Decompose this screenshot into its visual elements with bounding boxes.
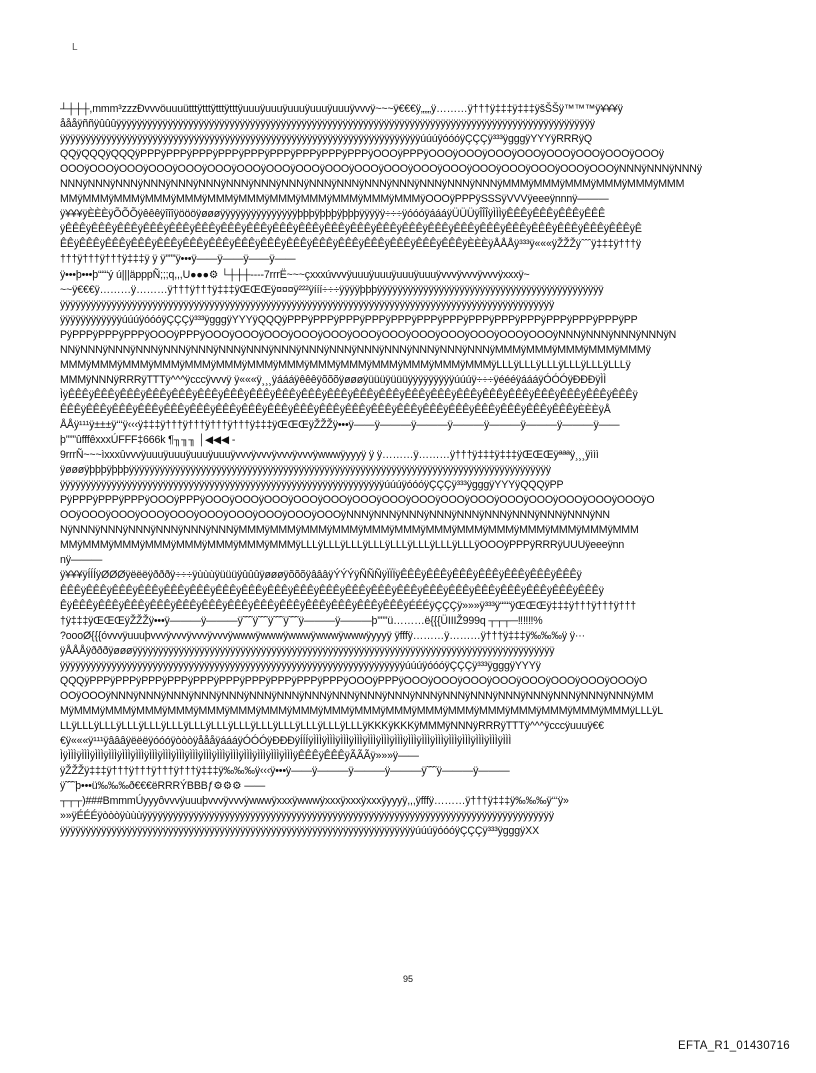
text-line: OOÿOOOÿNNNÿNNNÿNNNÿNNNÿNNNÿNNNÿNNNÿNNNÿNNNÿNNNÿNNNÿNNNÿNNNÿNNNÿNNNÿNNNÿNNNÿNNNÿNNNÿMM: [60, 689, 654, 702]
text-line: MMMÿNNNÿRRRÿTTTÿ^^^ÿcccÿvvvÿ ÿ«««ÿ¸¸¸ÿáááÿêêêÿõõõÿøøøÿüüüÿüüüÿÿÿÿÿÿÿÿÿúúúÿ÷÷÷ÿéééÿáááÿÓÓÓÿÐÐÐÿÌÌ: [60, 373, 607, 386]
text-line: OOÿOOOÿOOOÿOOOÿOOOÿOOOÿOOOÿOOOÿOOOÿOOOÿNNNÿNNNÿNNNÿNNNÿNNNÿNNNÿNNNÿNNNÿNNNÿNN: [60, 509, 610, 522]
text-line: PÿPPPÿPPPÿPPPÿOOOÿPPPÿOOOÿOOOÿOOOÿOOOÿOOOÿOOOÿOOOÿOOOÿOOOÿOOOÿOOOÿOOOÿOOOÿOOOÿOOOÿO: [60, 494, 655, 507]
text-line: ┬┬┬)###BmmmÚyyyôvvvÿuuuþvvvÿvvvÿwwwÿxxxÿwwwÿxxxÿxxxÿxxxÿyyyÿ,,,ÿfffÿ………ÿ†††ÿ‡‡‡ÿ‰‰‰ÿ‘‘‘ÿ»: [60, 795, 569, 808]
text-line: MMMÿMMMÿMMMÿMMMÿMMMÿMMMÿMMMÿMMMÿMMMÿMMMÿMMMÿMMMÿMMMÿMMMÿLLLÿLLLÿLLLÿLLLÿLLLÿLLLÿ: [60, 358, 631, 371]
text-line: ÊÊÊÿÊÊÊÿÊÊÊÿÊÊÊÿÊÊÊÿÊÊÊÿÊÊÊÿÊÊÊÿÊÊÊÿÊÊÊÿÊÊÊÿÊÊÊÿÊÊÊÿÊÊÊÿÊÊÊÿÊÊÊÿÊÊÊÿÊÊÊÿÊÊÊÿÊÊÊÿÊÊÊÿ: [60, 584, 604, 597]
text-line: nÿ———: [60, 554, 103, 567]
text-line: ┴┼┼┼,mmm³zzzÐvvvöuuuütttÿtttÿtttÿtttÿuuuÿuuuÿuuuÿuuuÿuuuÿvvvÿ~~~ÿ€€€ÿ„„„ÿ………ÿ†††ÿ‡‡‡ÿ‡‡‡ÿšŠŠÿ™™™ÿ¥¥¥ÿ: [60, 103, 623, 115]
text-line: ÿÊÊÊÿÊÊÊÿÊÊÊÿÊÊÊÿÊÊÊÿÊÊÊÿÊÊÊÿÊÊÊÿÊÊÊÿÊÊÊÿÊÊÊÿÊÊÊÿÊÊÊÿÊÊÊÿÊÊÊÿÊÊÊÿÊÊÊÿÊÊÊÿÊÊÊÿÊÊÊÿÊÊÊÿÊÊÊÿÊ: [60, 223, 642, 236]
text-line: MÿMMMÿMMMÿMMMÿMMMÿMMMÿMMMÿMMMÿMMMÿMMMÿMMMÿMMMÿMMMÿMMMÿMMMÿMMMÿMMMÿMMMÿMMMÿLLLÿL: [60, 704, 664, 717]
text-line: NÿNNNÿNNNÿNNNÿNNNÿNNNÿNNNÿMMMÿMMMÿMMMÿMMMÿMMMÿMMMÿMMMÿMMMÿMMMÿMMMÿMMMÿMMMÿMMM: [60, 524, 639, 537]
document-id: EFTA_R1_01430716: [678, 1040, 790, 1052]
text-line: QQÿQQQÿQQQÿPPPÿPPPÿPPPÿPPPÿPPPÿPPPÿPPPÿPPPÿPPPÿOOOÿPPPÿOOOÿOOOÿOOOÿOOOÿOOOÿOOOÿOOOÿOOOÿ: [60, 148, 664, 161]
text-line: åååÿññÿûûûÿÿÿÿÿÿÿÿÿÿÿÿÿÿÿÿÿÿÿÿÿÿÿÿÿÿÿÿÿÿÿÿÿÿÿÿÿÿÿÿÿÿÿÿÿÿÿÿÿÿÿÿÿÿÿÿÿÿÿÿÿÿÿÿÿÿÿÿÿÿÿÿÿÿÿÿÿÿÿÿÿÿÿÿÿÿÿÿÿÿÿÿÿ: [60, 118, 595, 131]
text-line: ÊÿÊÊÊÿÊÊÊÿÊÊÊÿÊÊÊÿÊÊÊÿÊÊÊÿÊÊÊÿÊÊÊÿÊÊÊÿÊÊÊÿÊÊÊÿÊÊÊÿÊÊÊÿÉÉÉÿÇÇÇÿ»»»ÿ³³³ÿ“““ÿŒŒŒÿ‡‡‡ÿ†††ÿ†††ÿ†††: [60, 599, 636, 612]
text-line: ~~ÿ€€€ÿ………ÿ………ÿ†††ÿ†††ÿ‡‡‡ÿŒŒŒÿ¤¤¤ÿ²²²ÿííí÷÷÷ÿÿÿÿþþþÿÿÿÿÿÿÿÿÿÿÿÿÿÿÿÿÿÿÿÿÿÿÿÿÿÿÿÿÿÿÿÿÿÿÿÿÿÿÿÿÿÿÿÿ: [60, 283, 604, 296]
text-line: ÿÿÿÿÿÿÿÿÿÿÿÿúúúÿóóóÿÇÇÇÿ³³³ÿgggÿYYYÿQQQÿPPPÿPPPÿPPPÿPPPÿPPPÿPPPÿPPPÿPPPÿPPPÿPPPÿPPPÿPPPÿPPPÿPP: [60, 313, 638, 326]
text-line: ÅÅÿ¹¹¹ÿ±±±ÿ‘‘‘ÿ‹‹‹ÿ‡‡‡ÿ†††ÿ†††ÿ†††ÿ†††ÿ‡‡‡ÿŒŒŒÿŽŽŽÿ•••ÿ——ÿ———ÿ———ÿ———ÿ———ÿ———ÿ———ÿ——: [60, 418, 620, 431]
text-line: ÌÿÌÌÌÿÌÌÌÿÌÌÌÿÌÌÌÿÌÌÌÿÌÌÌÿÌÌÌÿÌÌÌÿÌÌÌÿÌÌÌÿÌÌÌÿÌÌÌÿÌÌÌÿÌÌÌÿÌÌÌÿÌÌÌÿÌÌÌÿÊÊÊÿÊÊÊÿÃÃÃÿ»»»ÿ——: [60, 750, 419, 763]
text-line: þ”””ûfffêxxxÚFFF‡666k ¶╖╖╖ │◀◀◀ -: [60, 434, 236, 447]
text-line: ÿøøøÿþþþÿþþþÿÿÿÿÿÿÿÿÿÿÿÿÿÿÿÿÿÿÿÿÿÿÿÿÿÿÿÿÿÿÿÿÿÿÿÿÿÿÿÿÿÿÿÿÿÿÿÿÿÿÿÿÿÿÿÿÿÿÿÿÿÿÿÿÿÿÿÿÿÿÿÿÿÿÿÿÿÿÿÿÿÿ: [60, 464, 551, 477]
corner-mark: L: [72, 42, 78, 53]
text-line: ÿÿÿÿÿÿÿÿÿÿÿÿÿÿÿÿÿÿÿÿÿÿÿÿÿÿÿÿÿÿÿÿÿÿÿÿÿÿÿÿÿÿÿÿÿÿÿÿÿÿÿÿÿÿÿÿÿÿÿÿÿÿÿÿÿÿÿúúúÿóóóÿÇÇÇÿ³³³ÿgggÿYYYÿ: [60, 659, 541, 672]
text-line: PÿPPPÿPPPÿPPPÿOOOÿPPPÿOOOÿOOOÿOOOÿOOOÿOOOÿOOOÿOOOÿOOOÿOOOÿOOOÿOOOÿOOOÿNNNÿNNNÿNNNÿNNNÿN: [60, 328, 677, 341]
text-line: ÿÿÿÿÿÿÿÿÿÿÿÿÿÿÿÿÿÿÿÿÿÿÿÿÿÿÿÿÿÿÿÿÿÿÿÿÿÿÿÿÿÿÿÿÿÿÿÿÿÿÿÿÿÿÿÿÿÿÿÿÿÿÿÿÿÿÿÿÿÿúúúÿóóóÿÇÇÇÿ³³³ÿgggÿYYYÿRRRÿQ: [60, 133, 592, 146]
text-line: NNÿNNNÿNNNÿNNNÿNNNÿNNNÿNNNÿNNNÿNNNÿNNNÿNNNÿNNNÿNNNÿNNNÿNNNÿNNNÿMMMÿMMMÿMMMÿMMMÿMMMÿ: [60, 343, 651, 356]
text-line: »»ÿÉÉÉÿòòòÿùùùÿÿÿÿÿÿÿÿÿÿÿÿÿÿÿÿÿÿÿÿÿÿÿÿÿÿÿÿÿÿÿÿÿÿÿÿÿÿÿÿÿÿÿÿÿÿÿÿÿÿÿÿÿÿÿÿÿÿÿÿÿÿÿÿÿÿÿÿÿÿÿÿÿÿÿÿÿÿÿÿ: [60, 810, 554, 823]
text-line: ÊÊÊÿÊÊÊÿÊÊÊÿÊÊÊÿÊÊÊÿÊÊÊÿÊÊÊÿÊÊÊÿÊÊÊÿÊÊÊÿÊÊÊÿÊÊÊÿÊÊÊÿÊÊÊÿÊÊÊÿÊÊÊÿÊÊÊÿÊÊÊÿÊÊÊÿÊÊÊÿÈÈÈÿÅ: [60, 403, 611, 416]
page-number: 95: [402, 974, 413, 984]
text-line: 9rrrÑ~~~ìxxxûvvvÿuuuÿuuuÿuuuÿuuuÿvvvÿvvvÿvvvÿvvvÿwwwÿyyyÿ ÿ ÿ………ÿ………ÿ†††ÿ‡‡‡ÿ‡‡‡ÿŒŒŒÿªªªÿ¸¸¸ÿììì: [60, 449, 599, 462]
text-line: ÿÅÅÅÿðððÿøøøÿÿÿÿÿÿÿÿÿÿÿÿÿÿÿÿÿÿÿÿÿÿÿÿÿÿÿÿÿÿÿÿÿÿÿÿÿÿÿÿÿÿÿÿÿÿÿÿÿÿÿÿÿÿÿÿÿÿÿÿÿÿÿÿÿÿÿÿÿÿÿÿÿÿÿÿÿÿÿÿÿÿ: [60, 644, 555, 657]
text-line: MMÿMMMÿMMMÿMMMÿMMMÿMMMÿMMMÿMMMÿLLLÿLLLÿLLLÿLLLÿLLLÿLLLÿLLLÿLLLÿOOOÿPPPÿRRRÿUUUÿeeeÿnn: [60, 539, 625, 552]
text-line: QQQÿPPPÿPPPÿPPPÿPPPÿPPPÿPPPÿPPPÿPPPÿPPPÿPPPÿOOOÿPPPÿOOOÿOOOÿOOOÿOOOÿOOOÿOOOÿOOOÿOOOÿO: [60, 674, 648, 687]
garbled-body-text: [60, 102, 762, 839]
text-line: ÿ•••þ•••þ“““ý ú|||äpppÑ;;;q,,,U●●●⚙ └┼┼┼----7rrrË~~~çxxxúvvvÿuuuÿuuuÿuuuÿuuuÿvvvÿvvvÿvvvÿxxxÿ~: [60, 268, 530, 281]
text-line: MMÿMMMÿMMMÿMMMÿMMMÿMMMÿMMMÿMMMÿMMMÿMMMÿMMMÿMMMÿOOOÿPPPÿSSSÿVVVÿeeeÿnnnÿ———: [60, 193, 609, 206]
text-line: ÊÊÿÊÊÊÿÊÊÊÿÊÊÊÿÊÊÊÿÊÊÊÿÊÊÊÿÊÊÊÿÊÊÊÿÊÊÊÿÊÊÊÿÊÊÊÿÊÊÊÿÊÊÊÿÊÊÊÿÊÊÊÿÈÈÈÿÅÅÅÿ³³³ÿ«««ÿŽŽŽÿˆˆˆÿ‡‡‡ÿ†††ÿ: [60, 238, 641, 251]
text-line: ÿÿÿÿÿÿÿÿÿÿÿÿÿÿÿÿÿÿÿÿÿÿÿÿÿÿÿÿÿÿÿÿÿÿÿÿÿÿÿÿÿÿÿÿÿÿÿÿÿÿÿÿÿÿÿÿÿÿÿÿÿÿÿúúúÿóóóÿÇÇÇÿ³³³ÿgggÿYYYÿQQQÿPP: [60, 479, 564, 492]
text-line: †††ÿ†††ÿ†††ÿ‡‡‡ÿ ÿ ÿ”””ÿ•••ÿ——ÿ——ÿ——ÿ——: [60, 253, 296, 266]
text-line: €ÿ«««ÿ¹¹¹ÿâââÿëëëÿóóóÿòòòÿåååÿáááÿÓÓÓÿÐÐÐÿÍÍÍÿÌÌÌÿÌÌÌÿÌÌÌÿÌÌÌÿÌÌÌÿÌÌÌÿÌÌÌÿÌÌÌÿÌÌÌÿÌÌÌÿÌÌÌÿÌÌÌÿÌÌÌÿÌÌÌÿÌÌÌ: [60, 734, 512, 747]
text-line: ÿ¥¥¥ÿÍÍÍÿØØØÿëëëÿðððÿ÷÷÷ÿùùùÿüüüÿûûûÿøøøÿõõõÿâââÿÝÝÝÿÑÑÑÿÏÏÏÿÊÊÊÿÊÊÊÿÊÊÊÿÊÊÊÿÊÊÊÿÊÊÊÿÊÊÊÿ: [60, 569, 582, 582]
text-line: †ÿ‡‡‡ÿŒŒŒÿŽŽŽÿ•••ÿ———ÿ———ÿ˜˜˜ÿ˜˜˜ÿ˜˜˜ÿ˜˜˜ÿ———ÿ———þ”””ü………ë{{{ÜIIIŽ999q ┬┬┬─‼‼‼%: [60, 614, 543, 627]
text-line: ?oooØ{{{óvvvÿuuuþvvvÿvvvÿvvvÿvvvÿwwwÿwwwÿwwwÿwwwÿwwwÿyyyÿ ÿfffÿ………ÿ………ÿ†††ÿ‡‡‡ÿ‰‰‰ÿ ÿ···: [60, 629, 586, 642]
text-line: ÌÿÊÊÊÿÊÊÊÿÊÊÊÿÊÊÊÿÊÊÊÿÊÊÊÿÊÊÊÿÊÊÊÿÊÊÊÿÊÊÊÿÊÊÊÿÊÊÊÿÊÊÊÿÊÊÊÿÊÊÊÿÊÊÊÿÊÊÊÿÊÊÊÿÊÊÊÿÊÊÊÿÊÊÊÿÊÊÊÿ: [60, 388, 638, 401]
text-line: LLÿLLLÿLLLÿLLLÿLLLÿLLLÿLLLÿLLLÿLLLÿLLLÿLLLÿLLLÿLLLÿLLLÿKKKÿKKKÿMMMÿNNNÿRRRÿTTTÿ^^^ÿcccÿuuuÿ€€: [60, 719, 604, 732]
text-line: OOOÿOOOÿOOOÿOOOÿOOOÿOOOÿOOOÿOOOÿOOOÿOOOÿOOOÿOOOÿOOOÿOOOÿOOOÿOOOÿOOOÿOOOÿOOOÿNNNÿNNNÿNNNÿ: [60, 163, 702, 176]
text-line: ÿÿÿÿÿÿÿÿÿÿÿÿÿÿÿÿÿÿÿÿÿÿÿÿÿÿÿÿÿÿÿÿÿÿÿÿÿÿÿÿÿÿÿÿÿÿÿÿÿÿÿÿÿÿÿÿÿÿÿÿÿÿÿÿÿÿÿÿÿÿÿÿÿÿÿÿÿÿÿÿÿÿÿÿÿÿÿÿÿÿÿÿÿÿÿÿ: [60, 298, 555, 311]
text-line: ÿŽŽŽÿ‡‡‡ÿ†††ÿ†††ÿ†††ÿ†††ÿ‡‡‡ÿ‰‰‰ÿ‹‹‹ÿ•••ÿ——ÿ———ÿ———ÿ———ÿ˜˜˜ÿ———ÿ———: [60, 765, 510, 778]
text-line: ÿ¥¥¥ÿÈÈÈÿÕÕÕÿêêêÿîîîÿöööÿøøøÿÿÿÿÿÿÿÿÿÿÿÿÿÿÿþþþÿþþþÿþþþÿÿÿÿÿ÷÷÷ÿóóóÿáááÿÜÜÜÿÎÎÎÿÌÌÌÿÊÊÊÿÊÊÊÿÊÊÊÿÊÊÊ: [60, 208, 605, 221]
text-line: NNNÿNNNÿNNNÿNNNÿNNNÿNNNÿNNNÿNNNÿNNNÿNNNÿNNNÿNNNÿNNNÿNNNÿNNNÿNNNÿMMMÿMMMÿMMMÿMMMÿMMMÿMMM: [60, 178, 685, 191]
text-line: ÿ˜˜˜þ•••ü‰‰‰ð€€€ëRRRÝBBBƒ⚙⚙⚙ ——: [60, 780, 266, 793]
text-line: ÿÿÿÿÿÿÿÿÿÿÿÿÿÿÿÿÿÿÿÿÿÿÿÿÿÿÿÿÿÿÿÿÿÿÿÿÿÿÿÿÿÿÿÿÿÿÿÿÿÿÿÿÿÿÿÿÿÿÿÿÿÿÿÿÿÿÿÿÿúúúÿóóóÿÇÇÇÿ³³³ÿgggÿXX: [60, 825, 540, 838]
